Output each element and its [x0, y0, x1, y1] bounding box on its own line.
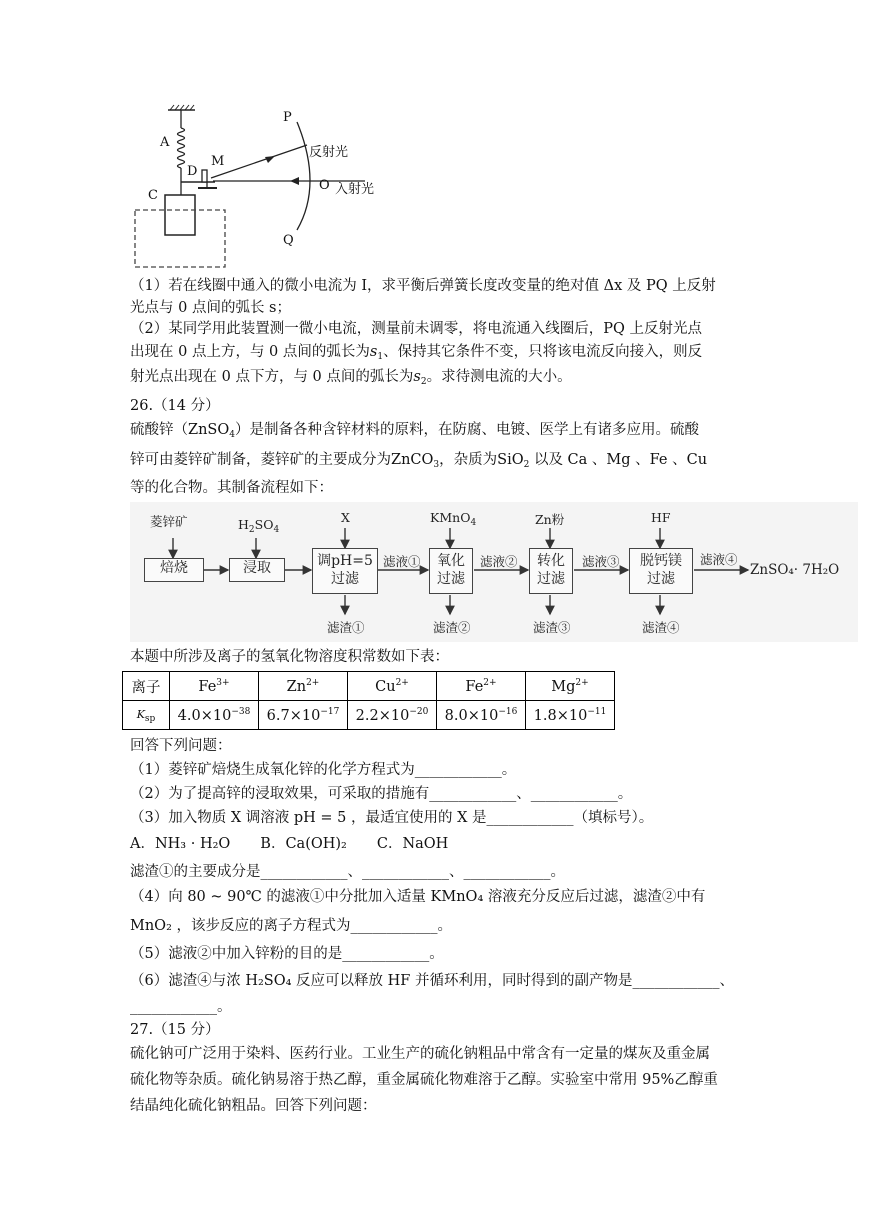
- ksp-exp: −38: [231, 706, 251, 717]
- ion-symbol: Fe: [465, 678, 484, 695]
- formula-sub: 4: [229, 430, 235, 440]
- flow-step-roast: [144, 558, 204, 582]
- q25-text: 、保持其它条件不变，只将该电流反向接入，则反: [383, 344, 703, 360]
- ksp-value: [259, 701, 348, 730]
- table-ksp-row: [123, 701, 615, 730]
- q27-header: 27.（15 分）: [130, 1022, 220, 1038]
- filtrate-1: 滤液①: [383, 554, 421, 569]
- q26-text: 硫酸锌（: [130, 422, 188, 438]
- s1-symbol: s: [369, 344, 378, 360]
- ksp-value: [348, 701, 437, 730]
- ksp-exp: −16: [498, 706, 518, 717]
- s2-sub: 2: [420, 377, 427, 387]
- s1-sub: 1: [377, 352, 384, 362]
- label-D: D: [187, 164, 198, 179]
- flow-step-remove-ca-mg: [629, 548, 693, 594]
- filtrate-2: 滤液②: [480, 554, 518, 569]
- flow-reagent-hf: HF: [651, 510, 671, 525]
- q26-header: 26.（14 分）: [130, 398, 220, 414]
- q25-part1-line1: （1）若在线圈中通入的微小电流为 I，求平衡后弹簧长度改变量的绝对值 Δx 及 PQ 上反射: [130, 278, 716, 294]
- ion-symbol: Fe: [198, 678, 217, 695]
- q26-text: 锌可由菱锌矿制备，菱锌矿的主要成分为: [130, 452, 391, 468]
- ksp-exp: −20: [409, 706, 429, 717]
- q27-line3: 结晶纯化硫化钠粗品。回答下列问题：: [130, 1098, 377, 1114]
- q25-text: 射光点出现在 0 点下方，与 0 点间的弧长为: [130, 369, 414, 385]
- ksp-mantissa: 8.0×10: [444, 707, 499, 724]
- apparatus-figure: [125, 100, 395, 270]
- flow-reagent-zn: Zn粉: [535, 512, 565, 527]
- label-A: A: [160, 135, 170, 150]
- incident-light-label: 入射光: [335, 182, 375, 197]
- q26-question-3b: 滤渣①的主要成分是____________、____________、____________。: [130, 864, 565, 880]
- h2so4-h: H: [238, 517, 249, 532]
- table-header-row: [123, 672, 615, 701]
- flow-reagent-kmno4: [430, 510, 476, 528]
- q26-question-6a: （6）滤渣④与浓 H₂SO₄ 反应可以释放 HF 并循环利用，同时得到的副产物是____________、: [130, 973, 734, 989]
- ksp-k: K: [136, 708, 145, 721]
- h2so4-sub: 2: [248, 525, 255, 535]
- q25-part2-line2: [130, 342, 702, 367]
- ksp-label: [123, 701, 170, 730]
- flow-step5-line2: 过滤: [537, 571, 565, 587]
- reflected-light-label: 反射光: [309, 145, 349, 160]
- q26-question-4b: MnO₂ ，该步反应的离子方程式为____________。: [130, 918, 452, 934]
- ksp-value: [526, 701, 615, 730]
- formula-sub: 2: [523, 460, 530, 470]
- kmno4: KMnO: [430, 510, 471, 525]
- option-c: C．NaOH: [376, 836, 449, 852]
- h2so4-so: SO: [254, 517, 274, 532]
- ksp-value: [170, 701, 259, 730]
- q26-question-2: （2）为了提高锌的浸取效果，可采取的措施有____________、____________。: [130, 786, 633, 802]
- flow-step-convert: [529, 548, 573, 594]
- residue-3: 滤渣③: [533, 620, 571, 635]
- formula-sub: 3: [433, 460, 440, 470]
- q26-question-3: （3）加入物质 X 调溶液 pH = 5 ，最适宜使用的 X 是____________（填标号）。: [130, 810, 654, 826]
- option-b: B．Ca(OH)₂: [260, 836, 347, 852]
- q26-intro-line3: 等的化合物。其制备流程如下：: [130, 480, 333, 496]
- table-ion: [348, 672, 437, 701]
- ksp-exp: −17: [320, 706, 340, 717]
- q26-question-3-options: [130, 834, 448, 854]
- ksp-mantissa: 4.0×10: [177, 707, 232, 724]
- flow-step6-line2: 过滤: [647, 571, 675, 587]
- table-ion: [259, 672, 348, 701]
- ksp-mantissa: 6.7×10: [266, 707, 321, 724]
- h2so4-sub2: 4: [273, 525, 280, 535]
- q26-question-4a: （4）向 80 ~ 90℃ 的滤液①中分批加入适量 KMnO₄ 溶液充分反应后过滤，滤渣②中有: [130, 889, 706, 905]
- process-flow-chart: [130, 502, 858, 642]
- label-Q: Q: [283, 233, 294, 248]
- flow-step-oxidize: [429, 548, 473, 594]
- q25-part2-line1: （2）某同学用此装置测一微小电流，测量前未调零，将电流通入线圈后，PQ 上反射光点: [130, 321, 702, 337]
- flow-step4-line2: 过滤: [437, 571, 465, 587]
- table-header-label: 离子: [123, 672, 170, 701]
- q26-question-1: （1）菱锌矿焙烧生成氧化锌的化学方程式为____________。: [130, 762, 517, 778]
- flow-step-leach-label: 浸取: [243, 560, 271, 576]
- residue-1: 滤渣①: [327, 620, 365, 635]
- kmno4-sub: 4: [470, 518, 477, 528]
- formula-znso4: ZnSO: [188, 422, 230, 438]
- q27-line2: 硫化物等杂质。硫化钠易溶于热乙醇，重金属硫化物难溶于乙醇。实验室中常用 95%乙醇重: [130, 1072, 718, 1088]
- q26-question-5: （5）滤液②中加入锌粉的目的是____________。: [130, 946, 444, 962]
- residue-2: 滤渣②: [433, 620, 471, 635]
- q26-text: 以及 Ca 、Mg 、Fe 、Cu: [529, 452, 708, 468]
- option-a: A．NH₃ · H₂O: [130, 836, 231, 852]
- q26-question-6b: ____________。: [130, 999, 232, 1015]
- flow-step-adjust-ph: [312, 548, 378, 594]
- ion-charge: 2+: [575, 677, 589, 688]
- ksp-sub: sp: [144, 714, 156, 724]
- s2-symbol: s: [413, 369, 421, 385]
- flow-step3-line1: 调pH=5: [317, 553, 373, 569]
- ion-symbol: Cu: [375, 678, 396, 695]
- ksp-exp: −11: [587, 706, 607, 717]
- ksp-mantissa: 2.2×10: [355, 707, 410, 724]
- q27-line1: 硫化钠可广泛用于染料、医药行业。工业生产的硫化钠粗品中常含有一定量的煤灰及重金属: [130, 1046, 710, 1062]
- ion-symbol: Mg: [551, 678, 576, 695]
- q26-intro-line2: [130, 450, 707, 475]
- table-intro: 本题中所涉及离子的氢氧化物溶度积常数如下表：: [130, 649, 449, 665]
- ksp-table: [122, 671, 615, 730]
- formula-znco3: ZnCO: [391, 452, 434, 468]
- residue-4: 滤渣④: [642, 620, 680, 635]
- ion-charge: 3+: [216, 677, 230, 688]
- flow-step3-line2: 过滤: [331, 571, 359, 587]
- table-ion: [526, 672, 615, 701]
- q25-part1-line2: 光点与 0 点间的弧长 s；: [130, 300, 291, 316]
- flow-step4-line1: 氧化: [437, 553, 465, 569]
- label-C: C: [148, 188, 158, 203]
- q25-text: 。求待测电流的大小。: [426, 369, 572, 385]
- flow-start-label: 菱锌矿: [150, 514, 188, 529]
- ksp-value: [437, 701, 526, 730]
- flow-product: ZnSO₄· 7H₂O: [750, 562, 840, 578]
- formula-sio2: SiO: [497, 452, 524, 468]
- ion-symbol: Zn: [286, 678, 307, 695]
- q26-text: ，杂质为: [439, 452, 498, 468]
- label-M: M: [211, 154, 225, 169]
- table-ion: [437, 672, 526, 701]
- table-ion: [170, 672, 259, 701]
- flow-step-roast-label: 焙烧: [160, 560, 188, 576]
- q26-text: ）是制备各种含锌材料的原料，在防腐、电镀、医学上有诸多应用。硫酸: [234, 422, 699, 438]
- filtrate-3: 滤液③: [582, 554, 620, 569]
- flow-reagent-h2so4: [238, 517, 279, 535]
- flow-step-leach: [229, 558, 285, 582]
- q25-text: 出现在 0 点上方，与 0 点间的弧长为: [130, 344, 370, 360]
- ion-charge: 2+: [483, 677, 497, 688]
- q25-part2-line3: [130, 367, 572, 392]
- label-O: O: [319, 178, 330, 193]
- ion-charge: 2+: [306, 677, 320, 688]
- answer-prompt: 回答下列问题：: [130, 738, 232, 754]
- filtrate-4: 滤液④: [700, 552, 738, 567]
- flow-step6-line1: 脱钙镁: [640, 553, 682, 569]
- flow-reagent-x: X: [341, 510, 350, 525]
- flow-step5-line1: 转化: [537, 553, 565, 569]
- ion-charge: 2+: [395, 677, 409, 688]
- q26-intro-line1: [130, 420, 699, 445]
- ksp-mantissa: 1.8×10: [533, 707, 588, 724]
- label-P: P: [283, 110, 292, 125]
